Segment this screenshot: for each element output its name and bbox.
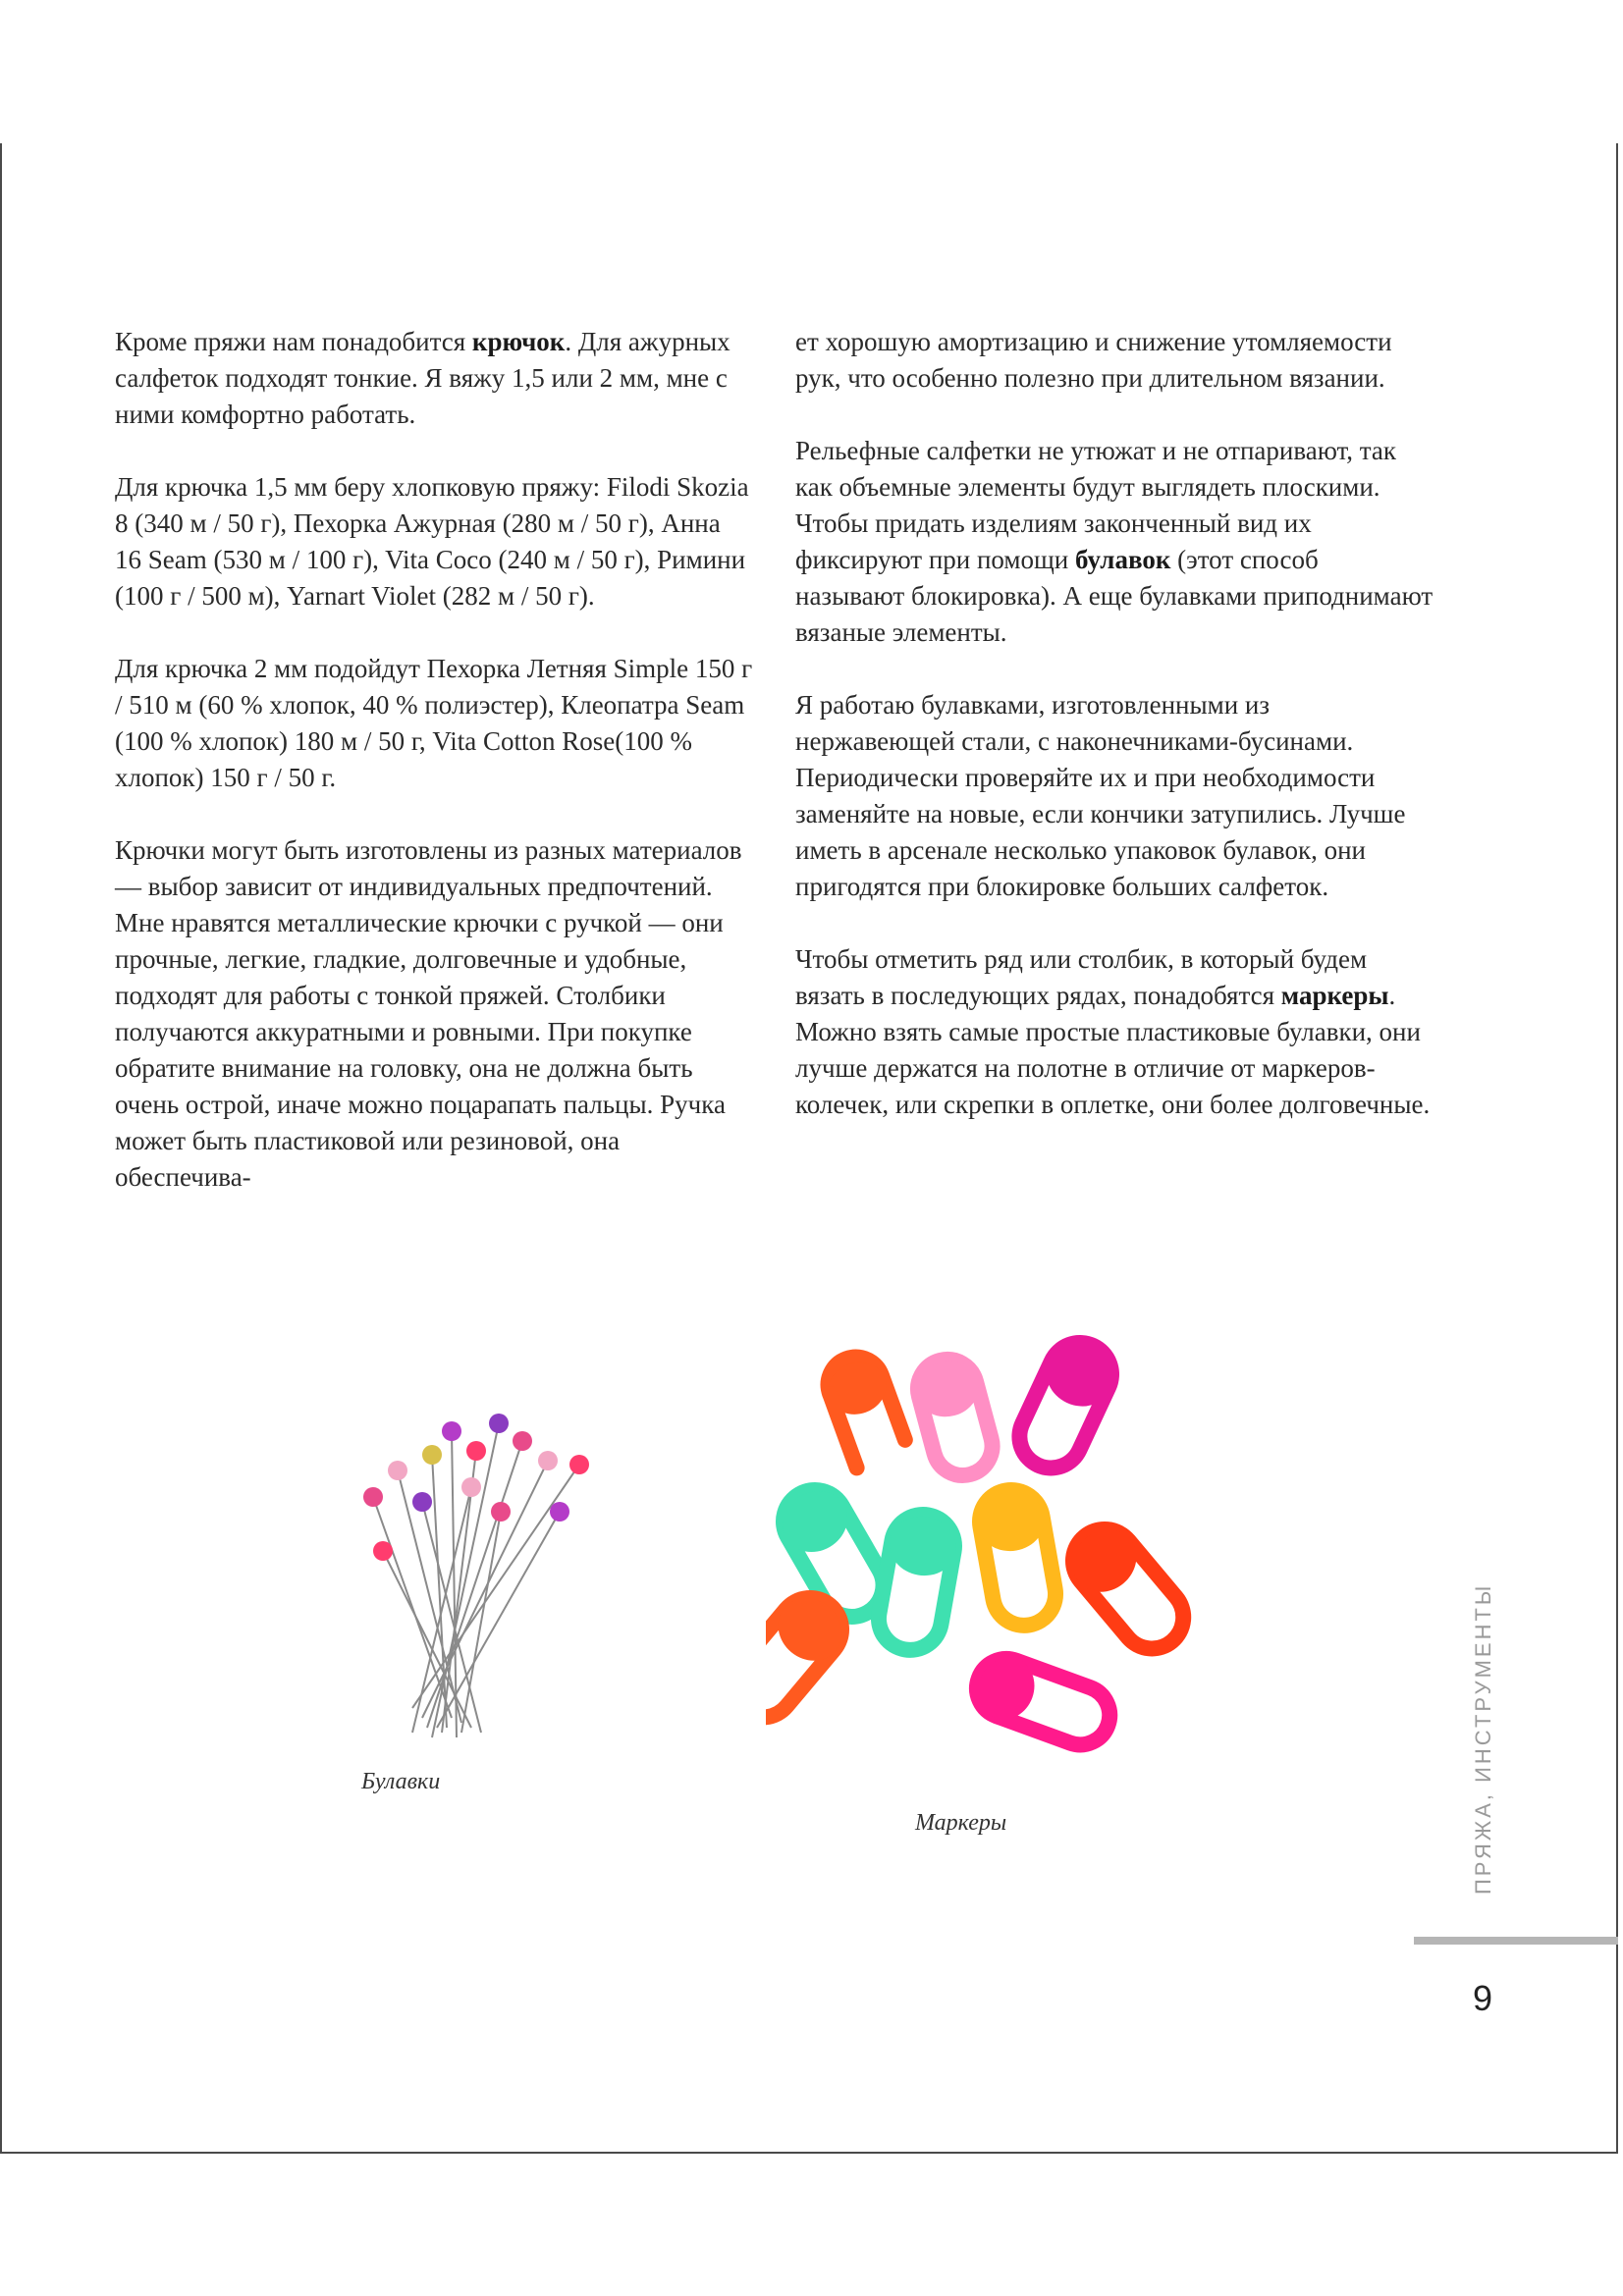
marker (973, 1485, 1062, 1631)
pin-head (442, 1421, 461, 1441)
paragraph-hook-materials: Крючки могут быть изготовлены из разных материалов — выбор зависит от индивидуальных предпочтений. Мне нравятся металлические крючки с ручкой — они прочные, легкие, гладкие, долговечные и удобные, подходят для работы с тонкой пряжей. Столбики получаются аккуратными и ровными. При покупке обратите внимание на головку, она не должна быть очень острой, иначе можно поцарапать пальцы. Ручка может быть пластиковой или резиновой, она обеспечива- (115, 835, 742, 1192)
pin-head (538, 1451, 558, 1470)
pin-head (388, 1461, 407, 1480)
pin-head (422, 1445, 442, 1465)
paragraph-hook-intro: Кроме пряжи нам понадобится крючок. Для ажурных салфеток подходят тонкие. Я вяжу 1,5 или 2 мм, мне с ними комфортно работать. (115, 327, 730, 429)
pin-head (491, 1502, 511, 1522)
paragraph-yarn-2mm: Для крючка 2 мм подойдут Пехорка Летняя Simple 150 г / 510 м (60 % хлопок, 40 % полиэстер), Клеопатра Seam (100 % хлопок) 180 м / 50 г, Vita Cotton Rose(100 % хлопок) 150 г / 50 г. (115, 654, 753, 792)
pin-head (363, 1487, 383, 1507)
marker (909, 1353, 1001, 1482)
paragraph-hook-handle: ет хорошую амортизацию и снижение утомляемости рук, что особенно полезно при длительном вязании. (795, 327, 1392, 393)
pin-head (373, 1541, 393, 1561)
markers-photo (766, 1335, 1217, 1757)
pin-head (412, 1492, 432, 1512)
pin-head (513, 1431, 532, 1451)
chapter-side-tab: ПРЯЖА, ИНСТРУМЕНТЫ (1471, 1582, 1495, 1895)
right-column (795, 324, 1434, 1159)
paragraph-steel-pins: Я работаю булавками, изготовленными из нержавеющей стали, с наконечниками-бусинами. Периодически проверяйте их и при необходимости заменяйте на новые, если кончики затупились. Лучше иметь в арсенале несколько упаковок булавок, они пригодятся при блокировке больших салфеток. (795, 690, 1406, 901)
pins-caption: Булавки (361, 1769, 441, 1794)
paragraph-blocking-pins: Рельефные салфетки не утюжат и не отпаривают, так как объемные элементы будут выглядеть плоскими. Чтобы придать изделиям законченный вид их фиксируют при помощи булавок (этот способ называют блокировка). А еще булавками приподнимают вязаные элементы. (795, 436, 1434, 647)
pin-head (489, 1414, 509, 1433)
chapter-tab-bar (1414, 1937, 1618, 1945)
marker (872, 1510, 961, 1656)
marker (1058, 1516, 1197, 1663)
paragraph-markers: Чтобы отметить ряд или столбик, в который будем вязать в последующих рядах, понадобятся маркеры. Можно взять самые простые пластиковые булавки, они лучше держатся на полотне в отличие от маркеров-колечек, или скрепки в оплетке, они более долговечные. (795, 944, 1431, 1119)
marker (968, 1649, 1118, 1755)
page-number: 9 (1473, 1978, 1493, 2018)
pins-photo (353, 1394, 609, 1747)
pin-head (550, 1502, 569, 1522)
left-column (115, 324, 753, 1232)
marker (1007, 1335, 1123, 1479)
pin-head (466, 1441, 486, 1461)
pin-head (461, 1477, 481, 1497)
markers-caption: Маркеры (915, 1810, 1007, 1836)
marker (819, 1349, 910, 1468)
pin-head (569, 1455, 589, 1474)
paragraph-yarn-1-5mm: Для крючка 1,5 мм беру хлопковую пряжу: Filodi Skozia 8 (340 м / 50 г), Пехорка Ажурная (280 м / 50 г), Анна 16 Seam (530 м / 100 г), Vita Coco (240 м / 50 г), Римини (100 г / 500 м), Yarnart Violet (282 м / 50 г). (115, 472, 749, 611)
marker (766, 1584, 856, 1732)
